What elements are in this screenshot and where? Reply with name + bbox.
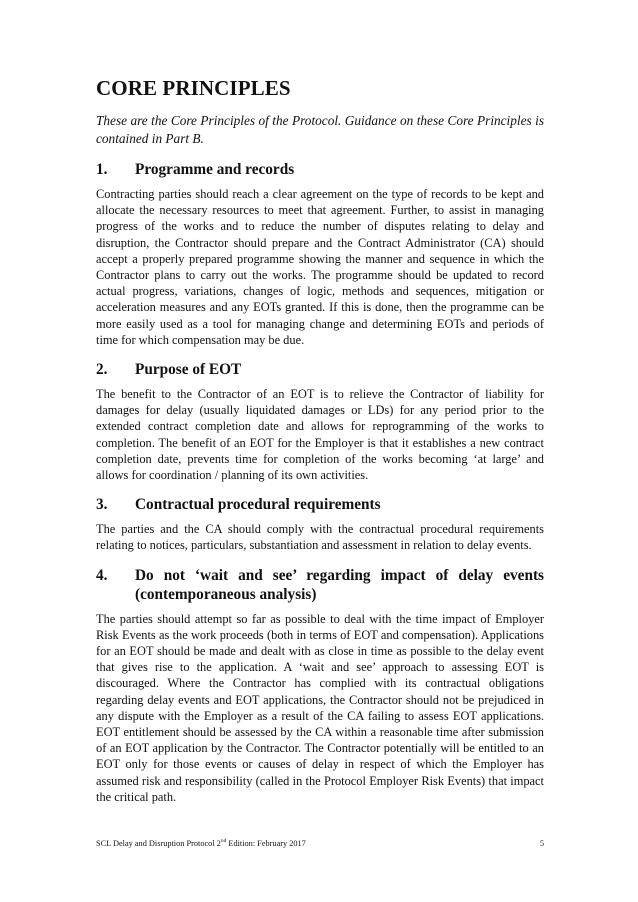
section-heading bbox=[96, 495, 544, 514]
footer-title-prefix: SCL Delay and Disruption Protocol 2 bbox=[96, 839, 221, 848]
section-title: Contractual procedural requirements bbox=[135, 496, 381, 514]
section-title: Programme and records bbox=[135, 161, 295, 178]
section-heading bbox=[96, 566, 544, 604]
section-do-not-wait-and-see bbox=[96, 566, 544, 805]
footer-title-suffix: Edition: February 2017 bbox=[226, 839, 306, 848]
footer-edition-superscript: nd bbox=[220, 838, 227, 845]
page-number: 5 bbox=[539, 839, 544, 848]
section-programme-and-records bbox=[96, 160, 544, 348]
intro-text: These are the Core Principles of the Protocol. Guidance on these Core Principles is contained in Part B. bbox=[96, 113, 544, 146]
section-title: Purpose of EOT bbox=[135, 361, 242, 379]
page-footer bbox=[96, 839, 544, 848]
section-body: The benefit to the Contractor of an EOT is to relieve the Contractor of liability for damages for delay (usually liquidated damages or LDs) for any period prior to the extended contract completion date and allows for reprogramming of the works to completion. The benefit of an EOT for the Employer is that it establishes a new contract completion date, prevents time for completion of the works becoming ‘at large’ and allows for coordination / planning of its own activities. bbox=[96, 387, 544, 483]
section-heading bbox=[96, 160, 544, 179]
section-number: 1. bbox=[96, 161, 108, 178]
section-purpose-of-eot bbox=[96, 360, 544, 483]
section-body: The parties should attempt so far as possible to deal with the time impact of Employer Risk Events as the work proceeds (both in terms of EOT and compensation). Applications for an EOT should be made and dealt with as close in time as possible to the delay event that gives rise to the application. A ‘wait and see’ approach to assessing EOT is discouraged. Where the Contractor has complied with its contractual obligations regarding delay events and EOT applications, the Contractor should not be prejudiced in any dispute with the Employer as a result of the CA failing to assess EOT applications. EOT entitlement should be assessed by the CA within a reasonable time after submission of an EOT application by the Contractor. The Contractor potentially will be entitled to an EOT only for those events or causes of delay in respect of which the Employer has assumed risk and responsibility (called in the Protocol Employer Risk Events) that impact the critical path. bbox=[96, 611, 544, 804]
section-number: 4. bbox=[96, 566, 108, 584]
section-contractual-procedural-requirements bbox=[96, 495, 544, 553]
page-title: CORE PRINCIPLES bbox=[96, 76, 291, 100]
section-number: 2. bbox=[96, 361, 108, 379]
document-page bbox=[96, 76, 544, 817]
section-number: 3. bbox=[96, 496, 108, 514]
footer-document-title bbox=[96, 839, 306, 848]
section-body: Contracting parties should reach a clear agreement on the type of records to be kept and allocate the necessary resources to meet that agreement. Further, to assist in managing progress of the works and to reduce the number of disputes relating to delay and disruption, the Contractor should prepare and the Contract Administrator (CA) should accept a properly prepared programme showing the manner and sequence in which the Contractor plans to carry out the works. The programme should be updated to record actual progress, variations, changes of logic, methods and sequences, mitigation or acceleration measures and any EOTs granted. If this is done, then the programme can be more easily used as a tool for managing change and determining EOTs and periods of time for which compensation may be due. bbox=[96, 187, 544, 347]
section-title: Do not ‘wait and see’ regarding impact of delay events (contemporaneous analysis) bbox=[135, 566, 544, 603]
section-heading bbox=[96, 360, 544, 379]
section-body: The parties and the CA should comply with the contractual procedural requirements relating to notices, particulars, substantiation and assessment in relation to delay events. bbox=[96, 522, 544, 553]
